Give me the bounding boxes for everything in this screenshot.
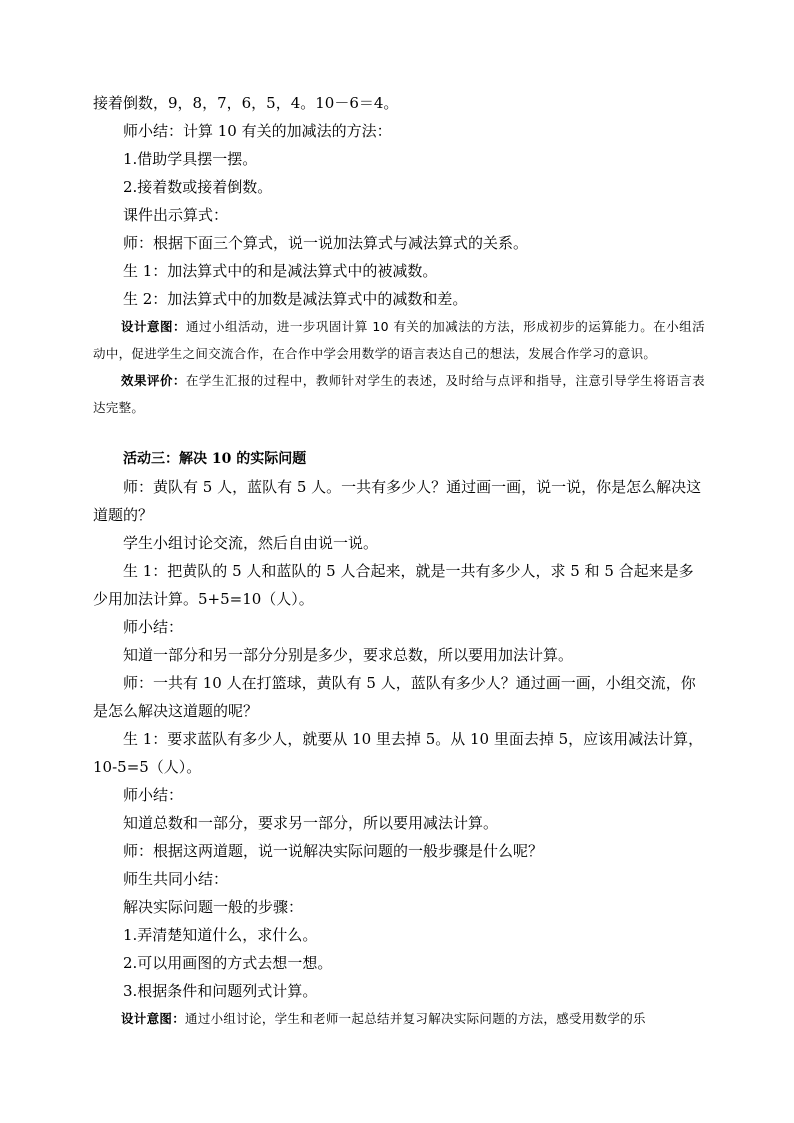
document-page — [93, 89, 705, 1032]
paragraph-teams-question: 师：黄队有 5 人，蓝队有 5 人。一共有多少人？通过画一画，说一说，你是怎么解决这道题的？ — [93, 478, 702, 524]
design-intent-text: 通过小组活动，进一步巩固计算 10 有关的加减法的方法，形成初步的运算能力。在小组活动中，促进学生之间交流合作，在合作中学会用数学的语言表达自己的想法，发展合作学习的意识。 — [93, 319, 705, 361]
paragraph-steps-intro: 解决实际问题一般的步骤： — [123, 898, 304, 916]
paragraph-method-1: 1.借助学具摆一摆。 — [123, 150, 258, 168]
paragraph-method-2: 2.接着数或接着倒数。 — [123, 178, 273, 196]
paragraph-subtraction-rule: 知道总数和一部分，要求另一部分，所以要用减法计算。 — [123, 814, 499, 832]
paragraph-teacher-summary-1: 师小结： — [123, 618, 184, 636]
effect-evaluation-text: 在学生汇报的过程中，教师针对学生的表述，及时给与点评和指导，注意引导学生将语言表达完整。 — [93, 373, 705, 415]
effect-evaluation-note — [93, 367, 705, 421]
paragraph-step-2: 2.可以用画图的方式去想一想。 — [123, 954, 333, 972]
paragraph-show-formulas: 课件出示算式： — [123, 206, 229, 224]
paragraph-teacher-summary-methods: 师小结：计算 10 有关的加减法的方法： — [123, 122, 392, 140]
paragraph-student-addition: 生 1：把黄队的 5 人和蓝队的 5 人合起来，就是一共有多少人，求 5 和 5 合起来是多少用加法计算。5+5=10（人）。 — [93, 562, 694, 608]
design-intent-note-2 — [93, 1005, 705, 1032]
effect-evaluation-label: 效果评价： — [121, 373, 186, 388]
paragraph-step-3: 3.根据条件和问题列式计算。 — [123, 982, 318, 1000]
paragraph-teacher-summary-2: 师小结： — [123, 786, 184, 804]
paragraph-student-subtraction: 生 1：要求蓝队有多少人，就要从 10 里去掉 5。从 10 里面去掉 5，应该用减法计算，10-5=5（人）。 — [93, 730, 704, 776]
paragraph-basketball-question: 师：一共有 10 人在打篮球，黄队有 5 人，蓝队有多少人？通过画一画，小组交流，你是怎么解决这道题的呢？ — [93, 674, 696, 720]
paragraph-countdown: 接着倒数，9，8，7，6，5，4。10－6＝4。 — [93, 94, 399, 112]
design-intent-text-2: 通过小组讨论，学生和老师一起总结并复习解决实际问题的方法，感受用数学的乐 — [185, 1011, 646, 1026]
paragraph-addition-rule: 知道一部分和另一部分分别是多少，要求总数，所以要用加法计算。 — [123, 646, 574, 664]
paragraph-joint-summary: 师生共同小结： — [123, 870, 229, 888]
section-gap — [93, 421, 705, 445]
activity-three-heading: 活动三：解决 10 的实际问题 — [123, 451, 307, 467]
paragraph-group-discussion: 学生小组讨论交流，然后自由说一说。 — [123, 534, 379, 552]
design-intent-label: 设计意图： — [121, 319, 186, 334]
design-intent-label-2: 设计意图： — [121, 1011, 186, 1026]
paragraph-student-2-answer: 生 2：加法算式中的加数是减法算式中的减数和差。 — [123, 290, 468, 308]
paragraph-teacher-question: 师：根据下面三个算式，说一说加法算式与减法算式的关系。 — [123, 234, 529, 252]
paragraph-step-1: 1.弄清楚知道什么，求什么。 — [123, 926, 318, 944]
paragraph-steps-question: 师：根据这两道题，说一说解决实际问题的一般步骤是什么呢？ — [123, 842, 544, 860]
paragraph-student-1-answer: 生 1：加法算式中的和是减法算式中的被减数。 — [123, 262, 438, 280]
design-intent-note-1 — [93, 313, 705, 367]
